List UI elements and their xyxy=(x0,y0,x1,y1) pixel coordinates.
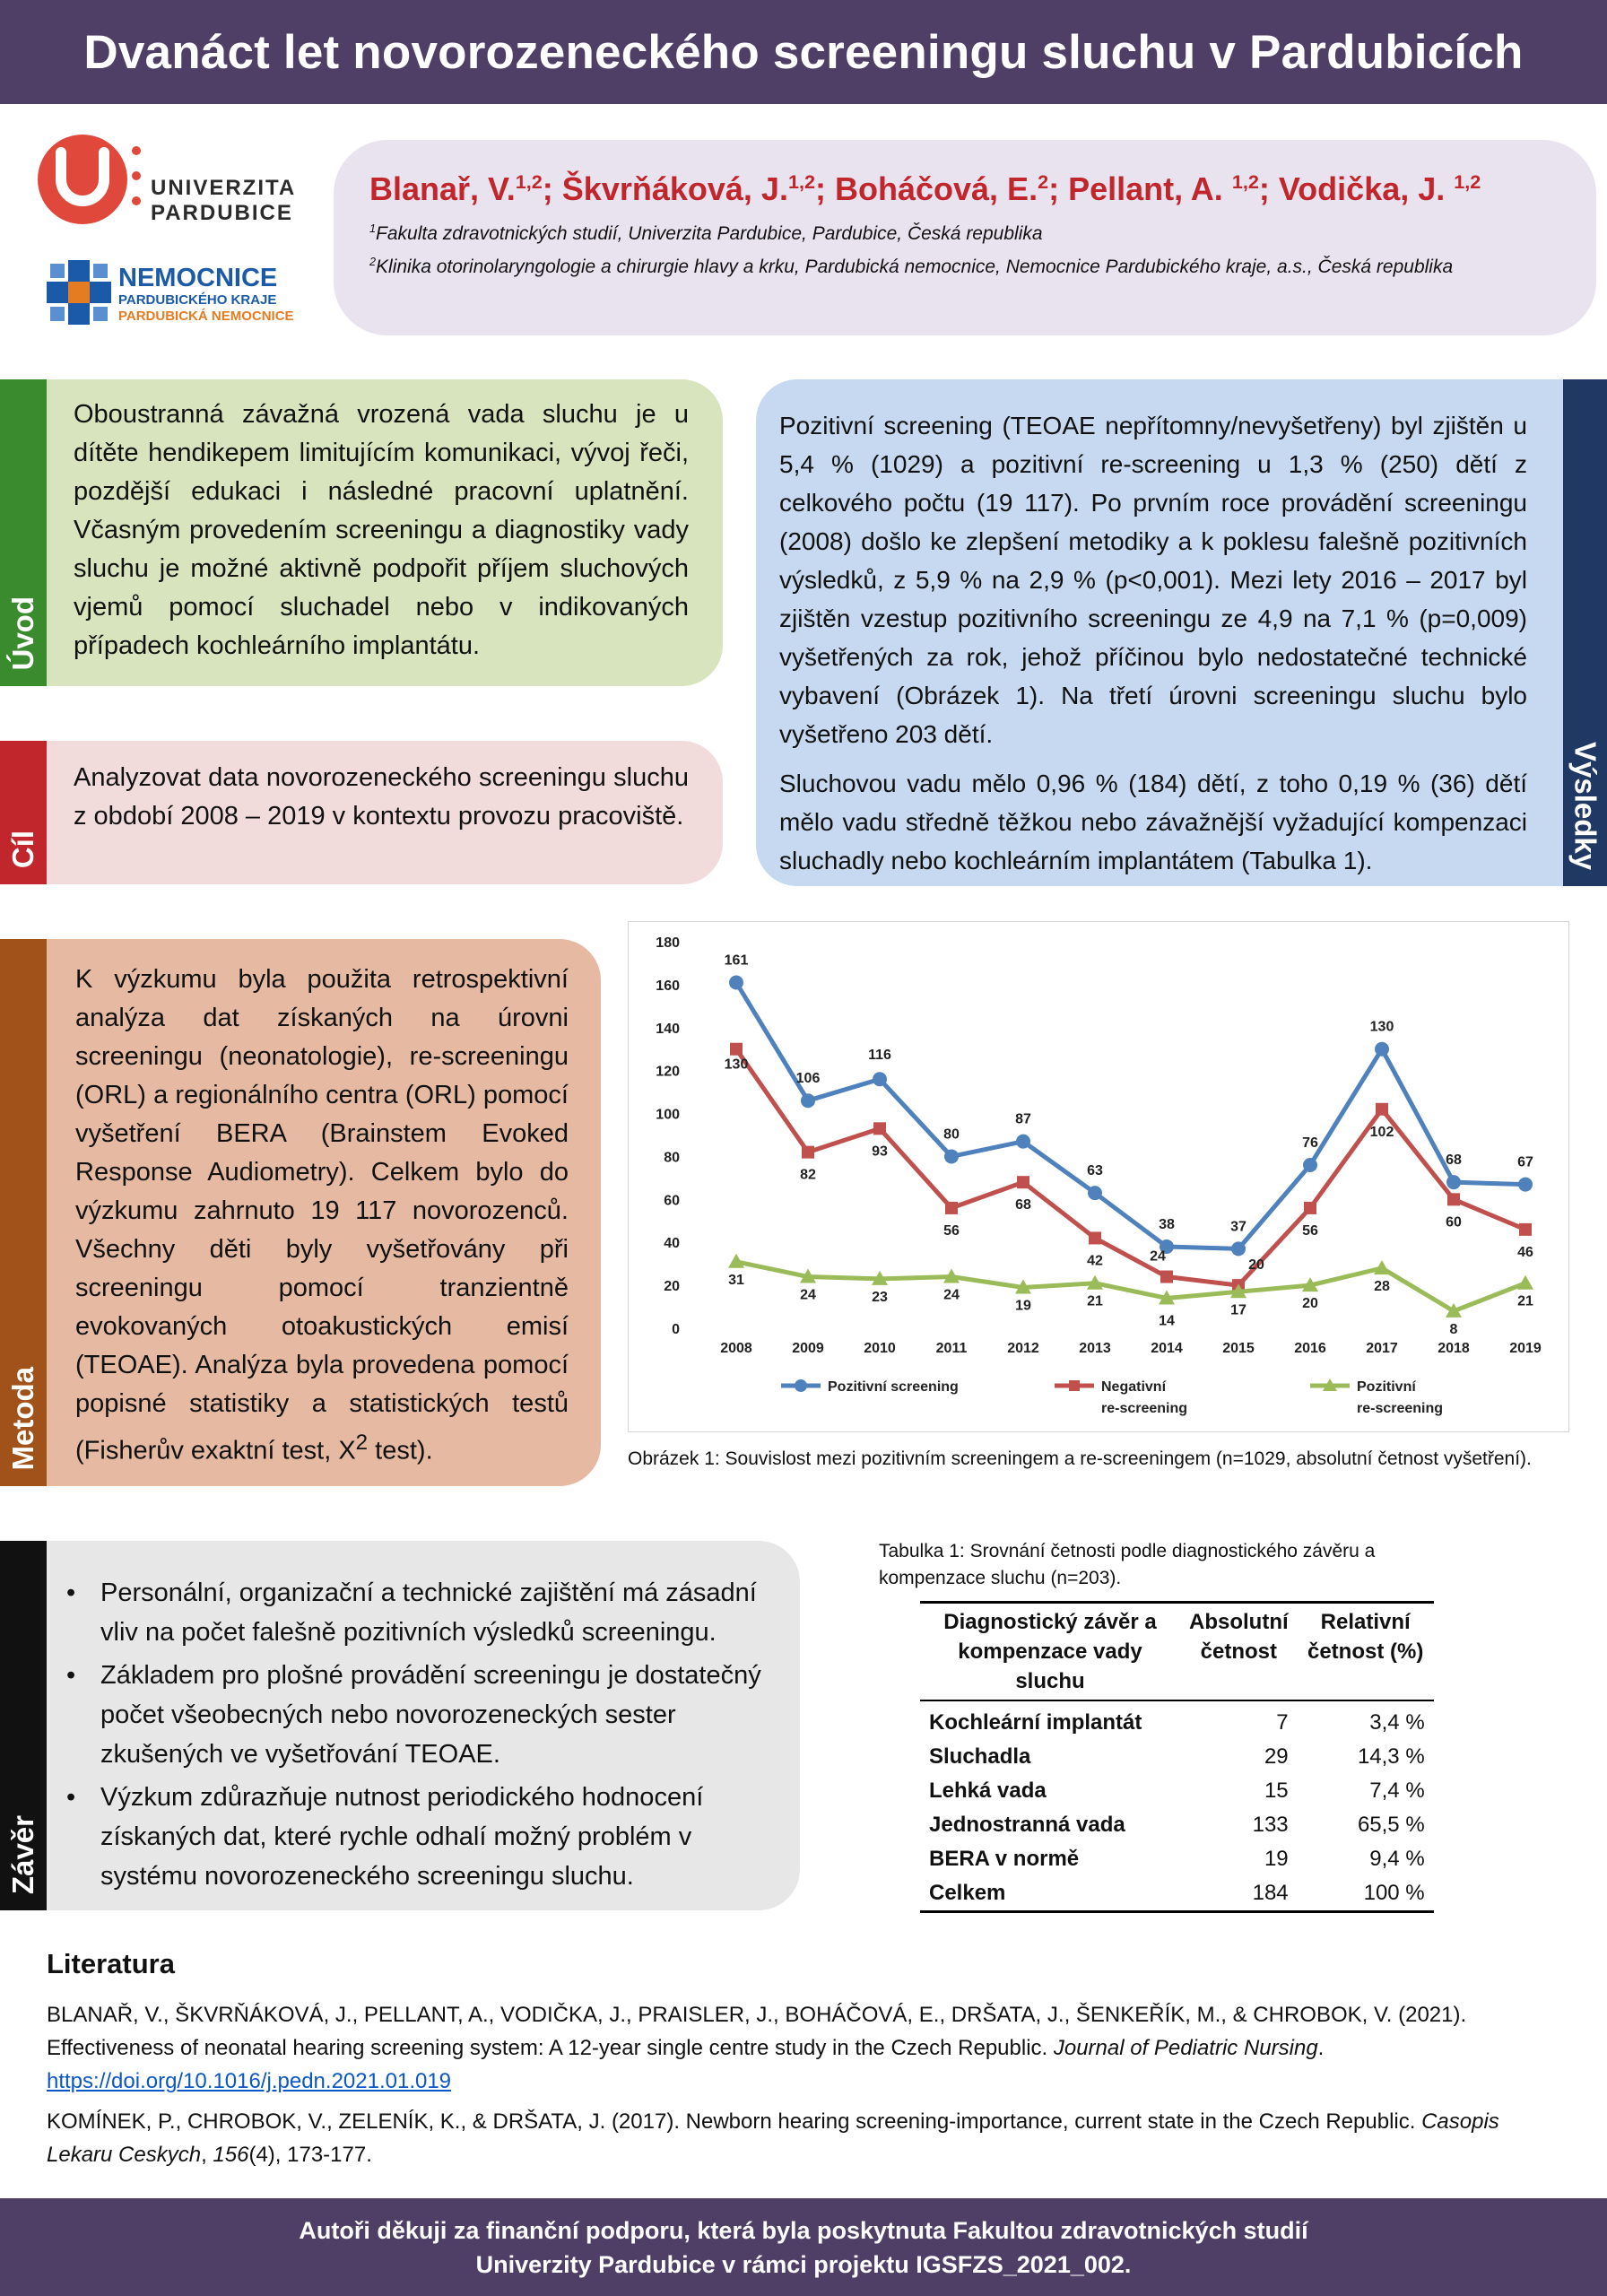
data-label: 76 xyxy=(1302,1135,1318,1152)
cil-panel xyxy=(47,741,723,884)
university-name-line2: PARDUBICE xyxy=(151,201,293,225)
table-cell-relative: 3,4 % xyxy=(1369,1710,1425,1735)
data-label: 106 xyxy=(795,1071,821,1087)
data-label: 87 xyxy=(1015,1111,1031,1127)
data-point xyxy=(945,1202,958,1214)
x-tick-label: 2008 xyxy=(720,1341,752,1356)
legend-label: re-screening xyxy=(1357,1401,1444,1416)
y-tick-label: 100 xyxy=(656,1107,680,1123)
table-cell-relative: 7,4 % xyxy=(1369,1779,1425,1803)
data-label: 19 xyxy=(1015,1298,1031,1314)
legend-label: Pozitivní xyxy=(1357,1379,1416,1395)
data-label: 28 xyxy=(1374,1278,1390,1294)
data-point xyxy=(1231,1241,1246,1256)
zaver-label: Závěr xyxy=(0,1541,47,1910)
table-cell-diagnosis: Jednostranná vada xyxy=(929,1813,1125,1837)
series-line-3 xyxy=(736,1262,1525,1311)
data-point xyxy=(1160,1271,1173,1283)
line-chart xyxy=(629,922,1570,1433)
data-point xyxy=(1517,1275,1533,1290)
authors-panel xyxy=(334,140,1596,335)
y-tick-label: 60 xyxy=(664,1193,680,1209)
y-tick-label: 180 xyxy=(656,935,680,951)
data-label: 20 xyxy=(1248,1257,1264,1274)
affiliation-2: $^2$Klinika otorinolaryngologie a chirurgie hlavy a krku, Pardubická nemocnice, Nemocnice Pardubického kraje, a.s., Česká republika xyxy=(369,256,1454,277)
data-label: 130 xyxy=(1369,1019,1394,1035)
data-label: 14 xyxy=(1159,1313,1175,1329)
data-point xyxy=(944,1149,959,1163)
table-cell-absolute: 7 xyxy=(1276,1710,1289,1735)
data-label: 130 xyxy=(724,1057,749,1073)
metoda-panel xyxy=(47,939,601,1486)
university-logo-icon xyxy=(36,126,143,233)
data-label: 82 xyxy=(800,1167,816,1183)
table-row xyxy=(920,1842,1434,1876)
table-row xyxy=(920,1740,1434,1774)
hospital-name-line1: NEMOCNICE xyxy=(118,264,278,292)
data-label: 31 xyxy=(728,1272,744,1288)
data-point xyxy=(1016,1135,1030,1149)
data-label: 24 xyxy=(1150,1248,1166,1265)
data-point xyxy=(1375,1042,1389,1057)
cil-text: Analyzovat data novorozeneckého screeningu sluchu z období 2008 – 2019 v kontextu provozu pracoviště. xyxy=(74,763,689,831)
results-table xyxy=(920,1601,1434,1913)
table-cell-relative: 65,5 % xyxy=(1357,1813,1425,1837)
university-name-line1: UNIVERZITA xyxy=(151,176,297,200)
data-point xyxy=(1303,1158,1317,1172)
metoda-text: K výzkumu byla použita retrospektivní analýza dat získaných na úrovni screeningu (neonatologie), re-screeningu (ORL) a regionálního centra (ORL) pomocí vyšetření BERA (Brainstem Evoked Response Audiometry). Celkem bylo do výzkumu zahrnuto 19 117 novorozenců. Všechny děti byly vyšetřovány při screeningu pomocí tranzientně evokovaných otoakustických emisí (TEOAE). Analýza byla provedena pomocí popisné statistiky a statistických testů (Fisherův exaktní test, $X^2$ test). xyxy=(75,965,569,1465)
table-header-absolute: Absolutní četnost xyxy=(1189,1610,1289,1664)
x-tick-label: 2011 xyxy=(935,1341,968,1356)
table-caption: Tabulka 1: Srovnání četnosti podle diagnostického závěru a kompenzace sluchu (n=203). xyxy=(879,1541,1376,1588)
data-label: 42 xyxy=(1087,1253,1103,1269)
data-label: 63 xyxy=(1087,1163,1103,1179)
footer-banner xyxy=(0,2198,1607,2296)
y-tick-label: 160 xyxy=(656,978,680,994)
table-header-relative: Relativní četnost (%) xyxy=(1307,1610,1424,1664)
x-tick-label: 2018 xyxy=(1438,1341,1470,1356)
literature-heading: Literatura xyxy=(47,1948,175,1979)
data-point xyxy=(1447,1193,1460,1205)
data-label: 24 xyxy=(943,1287,960,1303)
x-tick-label: 2019 xyxy=(1509,1341,1542,1356)
data-point xyxy=(802,1146,814,1159)
author-name: Pellant, A. xyxy=(1068,170,1232,207)
zaver-list xyxy=(56,1573,782,1896)
data-label: 8 xyxy=(1449,1321,1458,1337)
data-label: 56 xyxy=(1302,1222,1318,1239)
data-label: 21 xyxy=(1087,1293,1103,1309)
data-label: 93 xyxy=(872,1144,888,1160)
poster-title: Dvanáct let novorozeneckého screeningu sluchu v Pardubicích xyxy=(83,25,1524,79)
figure-caption: Obrázek 1: Souvislost mezi pozitivním screeningem a re-screeningem (n=1029, absolutní četnost vyšetření). xyxy=(628,1448,1532,1469)
data-label: 60 xyxy=(1446,1214,1462,1231)
x-tick-label: 2015 xyxy=(1222,1341,1255,1356)
table-cell-absolute: 15 xyxy=(1264,1779,1289,1803)
author-name: Škvrňáková, J. xyxy=(561,170,788,207)
y-tick-label: 120 xyxy=(656,1064,680,1080)
table-cell-relative: 14,3 % xyxy=(1357,1744,1425,1769)
table-cell-relative: 100 % xyxy=(1363,1881,1425,1905)
literature-section xyxy=(47,1948,1553,2179)
vysledky-panel xyxy=(756,379,1563,886)
data-point xyxy=(1088,1186,1102,1200)
x-tick-label: 2016 xyxy=(1294,1341,1326,1356)
hospital-logo xyxy=(47,260,316,332)
data-label: 37 xyxy=(1230,1219,1247,1235)
data-label: 56 xyxy=(943,1222,960,1239)
data-point xyxy=(1304,1202,1316,1214)
x-tick-label: 2017 xyxy=(1366,1341,1398,1356)
data-point xyxy=(873,1122,886,1135)
table-cell-absolute: 19 xyxy=(1264,1847,1289,1871)
x-tick-label: 2014 xyxy=(1151,1341,1183,1356)
data-point xyxy=(801,1093,815,1108)
legend-label: Negativní xyxy=(1101,1379,1167,1395)
data-label: 68 xyxy=(1015,1197,1031,1213)
author-list: Blanař, V.$^{1,2}$; Škvrňáková, J.$^{1,2}$; Boháčová, E.$^2$; Pellant, A. $^{1,2}$; Vodička, J. $^{1,2}$ xyxy=(369,170,1481,207)
data-label: 24 xyxy=(800,1287,816,1303)
hospital-name-line3: PARDUBICKÁ NEMOCNICE xyxy=(118,309,294,324)
data-label: 102 xyxy=(1369,1124,1394,1140)
zaver-item: • Základem pro plošné provádění screeningu je dostatečný počet všeobecných nebo novorozeneckých sester zkušených ve vyšetřování TEOAE. xyxy=(56,1656,782,1774)
uvod-panel xyxy=(47,379,723,686)
table-cell-absolute: 29 xyxy=(1264,1744,1289,1769)
data-point xyxy=(1519,1223,1532,1236)
table-cell-diagnosis: Kochleární implantát xyxy=(929,1710,1142,1735)
data-label: 161 xyxy=(724,952,749,969)
y-tick-label: 0 xyxy=(672,1322,680,1337)
table-row xyxy=(920,1876,1434,1912)
zaver-panel xyxy=(47,1541,800,1910)
legend-marker xyxy=(1069,1380,1080,1391)
data-label: 46 xyxy=(1517,1244,1533,1260)
footer-line-1: Autoři děkuji za finanční podporu, která byla poskytnuta Fakultou zdravotnických studií xyxy=(299,2216,1308,2244)
data-label: 38 xyxy=(1159,1217,1175,1233)
data-label: 67 xyxy=(1517,1154,1533,1170)
x-tick-label: 2012 xyxy=(1007,1341,1039,1356)
data-point xyxy=(1089,1231,1101,1244)
author-name: Blanař, V. xyxy=(369,170,516,207)
author-name: Vodička, J. xyxy=(1278,170,1455,207)
legend-label: Pozitivní screening xyxy=(828,1379,959,1395)
data-point xyxy=(873,1072,887,1086)
table-row xyxy=(920,1808,1434,1842)
zaver-item: • Personální, organizační a technické zajištění má zásadní vliv na počet falešně pozitivních výsledků screeningu. xyxy=(56,1573,782,1652)
table-cell-diagnosis: Sluchadla xyxy=(929,1744,1031,1769)
table-header-diagnosis: Diagnostický závěr a kompenzace vady sluchu xyxy=(943,1610,1157,1693)
data-label: 80 xyxy=(943,1126,960,1143)
table-row xyxy=(920,1700,1434,1740)
table-cell-diagnosis: BERA v normě xyxy=(929,1847,1080,1871)
x-tick-label: 2013 xyxy=(1079,1341,1111,1356)
footer-line-2: Univerzity Pardubice v rámci projektu IGSFZS_2021_002. xyxy=(475,2250,1132,2278)
y-tick-label: 80 xyxy=(664,1150,680,1166)
hospital-cross-icon xyxy=(47,260,111,325)
uvod-text: Oboustranná závažná vrozená vada sluchu je u dítěte hendikepem limitujícím komunikaci, vývoj řeči, pozdější edukaci i následné pracovní uplatnění. Včasným provedením screeningu a diagnostiky vady sluchu je možné aktivně podpořit příjem sluchových vjemů pomocí sluchadel nebo v indikovaných případech kochleárního implantátu. xyxy=(74,400,689,660)
table-cell-diagnosis: Celkem xyxy=(929,1881,1006,1905)
y-tick-label: 140 xyxy=(656,1021,680,1037)
data-point xyxy=(1518,1178,1533,1192)
x-tick-label: 2010 xyxy=(864,1341,896,1356)
data-label: 20 xyxy=(1302,1296,1318,1312)
table-cell-relative: 9,4 % xyxy=(1369,1847,1425,1871)
data-label: 21 xyxy=(1517,1293,1533,1309)
legend-label: re-screening xyxy=(1101,1401,1188,1416)
y-tick-label: 20 xyxy=(664,1279,680,1295)
data-point xyxy=(1017,1176,1029,1188)
reference-1: BLANAŘ, V., ŠKVRŇÁKOVÁ, J., PELLANT, A., VODIČKA, J., PRAISLER, J., BOHÁČOVÁ, E., DRŠATA, J., ŠENKEŘÍK, M., & CHROBOK, V. (2021). Effectiveness of neonatal hearing screening system: A 12-year single centre study in the Czech Republic. Journal of Pediatric Nursing. https://doi.org/10.1016/j.pedn.2021.01.019 xyxy=(47,2003,1467,2093)
vysledky-paragraph-2: Sluchovou vadu mělo 0,96 % (184) dětí, z toho 0,19 % (36) dětí mělo vadu středně těžkou nebo závažnější vyžadující kompenzaci sluchadly nebo kochleárním implantátem (Tabulka 1). xyxy=(779,770,1527,874)
data-point xyxy=(1446,1175,1461,1189)
table-row xyxy=(920,1774,1434,1808)
results-table-wrap xyxy=(920,1601,1434,1913)
metoda-label: Metoda xyxy=(0,939,47,1486)
chart-container xyxy=(628,921,1569,1432)
uvod-label: Úvod xyxy=(0,379,47,686)
data-label: 68 xyxy=(1446,1152,1462,1169)
data-point xyxy=(729,975,743,989)
series-line-1 xyxy=(736,982,1525,1248)
data-label: 23 xyxy=(872,1289,888,1305)
vysledky-paragraph-1: Pozitivní screening (TEOAE nepřítomny/nevyšetřeny) byl zjištěn u 5,4 % (1029) a pozitivní re-screening u 1,3 % (250) dětí z celkového počtu (19 117). Po prvním roce provádění screeningu (2008) došlo ke zlepšení metodiky a k poklesu falešně pozitivních výsledků, z 5,9 % na 2,9 % (p<0,001). Mezi lety 2016 – 2017 byl zjištěn vzestup pozitivního screeningu ze 4,9 na 7,1 % (p=0,009) vyšetřených za rok, jehož příčinou bylo nedostatečné technické vybavení (Obrázek 1). Na třetí úrovni screeningu sluchu bylo vyšetřeno 203 dětí. xyxy=(779,412,1527,748)
university-logo xyxy=(36,126,305,233)
data-point xyxy=(730,1043,743,1056)
vysledky-label: Výsledky xyxy=(1563,379,1607,886)
hospital-name-line2: PARDUBICKÉHO KRAJE xyxy=(118,292,277,308)
x-tick-label: 2009 xyxy=(792,1341,824,1356)
affiliation-1: $^1$Fakulta zdravotnických studií, Univerzita Pardubice, Pardubice, Česká republika xyxy=(369,222,1043,244)
data-point xyxy=(1376,1103,1388,1116)
zaver-item: • Výzkum zdůrazňuje nutnost periodického hodnocení získaných dat, které rychle odhalí možný problém v systému novorozeneckého screeningu sluchu. xyxy=(56,1778,782,1896)
y-tick-label: 40 xyxy=(664,1236,680,1252)
table-cell-diagnosis: Lehká vada xyxy=(929,1779,1047,1803)
cil-label: Cíl xyxy=(0,741,47,884)
reference-1-doi-link[interactable]: https://doi.org/10.1016/j.pedn.2021.01.019 xyxy=(47,2069,452,2093)
data-label: 17 xyxy=(1230,1302,1247,1318)
legend-marker xyxy=(795,1379,807,1392)
title-banner xyxy=(0,0,1607,104)
table-cell-absolute: 133 xyxy=(1252,1813,1289,1837)
data-label: 116 xyxy=(868,1048,891,1064)
author-name: Boháčová, E. xyxy=(835,170,1038,207)
reference-2: KOMÍNEK, P., CHROBOK, V., ZELENÍK, K., & DRŠATA, J. (2017). Newborn hearing screening-importance, current state in the Czech Republic. Casopis Lekaru Ceskych, 156(4), 173-177. xyxy=(47,2109,1499,2167)
table-cell-absolute: 184 xyxy=(1252,1881,1289,1905)
